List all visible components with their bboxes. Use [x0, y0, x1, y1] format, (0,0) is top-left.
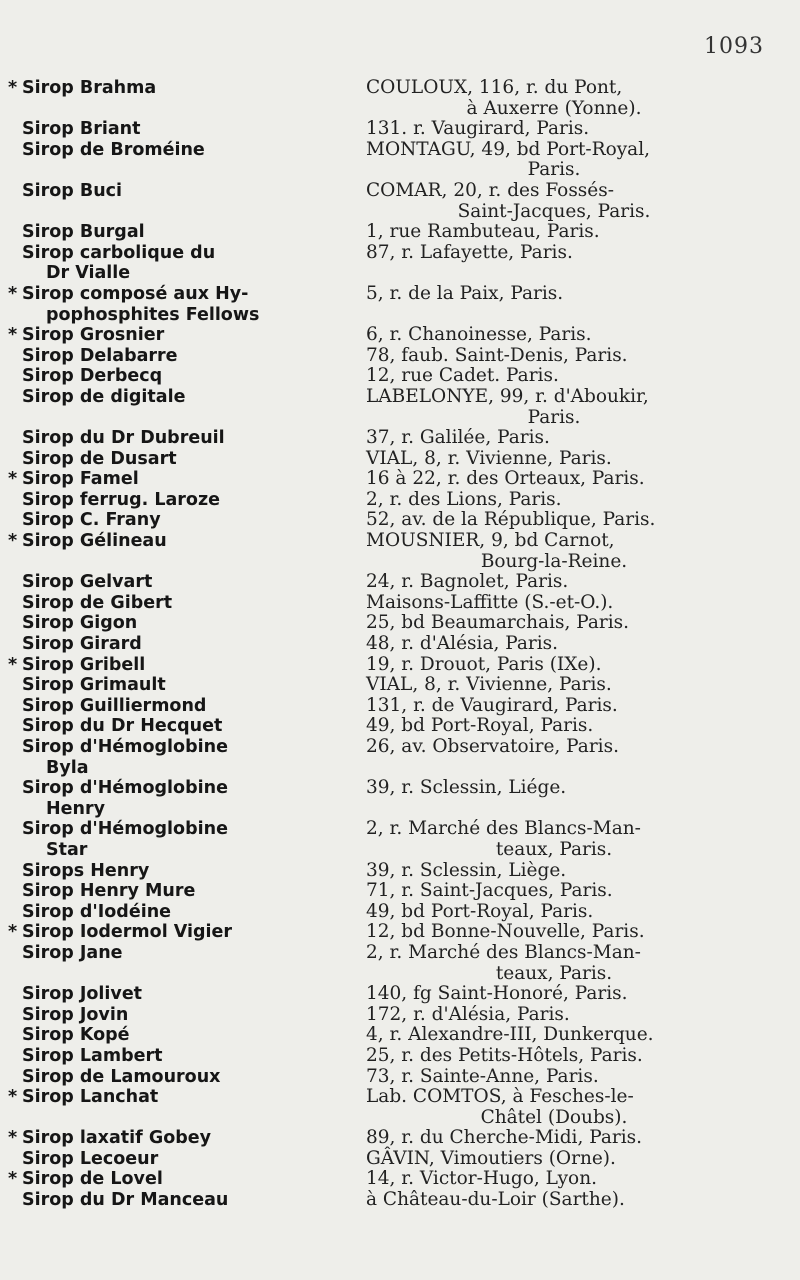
- product-name-line: Byla: [46, 757, 89, 778]
- product-name: [8, 510, 358, 531]
- product-name: [8, 572, 358, 593]
- product-name: [8, 1067, 358, 1088]
- address-line: 39, r. Sclessin, Liège.: [366, 859, 567, 881]
- directory-entry: [8, 346, 792, 367]
- address-line: 16 à 22, r. des Orteaux, Paris.: [366, 468, 645, 490]
- product-name-line: Sirop Henry Mure: [22, 881, 196, 902]
- directory-entry: [8, 490, 792, 511]
- manufacturer-address: [358, 531, 792, 572]
- manufacturer-address: [358, 737, 792, 778]
- address-line: Paris.: [527, 159, 581, 181]
- manufacturer-address: [358, 510, 792, 531]
- product-name: [8, 1149, 358, 1170]
- product-name: [8, 222, 358, 243]
- manufacturer-address: [358, 613, 792, 634]
- manufacturer-address: [358, 634, 792, 655]
- address-line: 24, r. Bagnolet, Paris.: [366, 571, 569, 593]
- manufacturer-address: [358, 675, 792, 696]
- directory-entry: [8, 78, 792, 119]
- manufacturer-address: [358, 449, 792, 470]
- manufacturer-address: [358, 593, 792, 614]
- directory-entry: [8, 1025, 792, 1046]
- manufacturer-address: [358, 325, 792, 346]
- address-line: Châtel (Doubs).: [480, 1106, 628, 1128]
- directory-entry: [8, 1067, 792, 1088]
- product-name: [8, 325, 358, 346]
- directory-entry: [8, 222, 792, 243]
- address-line: 71, r. Saint-Jacques, Paris.: [366, 880, 613, 902]
- product-name: [8, 1169, 358, 1190]
- product-name-line: Sirop Lanchat: [22, 1087, 159, 1108]
- product-name-line: Sirop C. Frany: [22, 510, 161, 531]
- address-line: COMAR, 20, r. des Fossés-: [366, 179, 614, 201]
- product-name: [8, 1190, 358, 1211]
- address-line: 25, r. des Petits-Hôtels, Paris.: [366, 1044, 643, 1066]
- address-line: Paris.: [527, 406, 581, 428]
- manufacturer-address: [358, 490, 792, 511]
- product-name-line: Sirop Gribell: [22, 654, 146, 675]
- product-name: [8, 593, 358, 614]
- page-number: 1093: [704, 34, 764, 59]
- product-name-line: Sirop Burgal: [22, 222, 145, 243]
- directory-entry: [8, 634, 792, 655]
- manufacturer-address: [358, 1025, 792, 1046]
- product-name-line: Sirop Guilliermond: [22, 695, 207, 716]
- directory-entry: [8, 1087, 792, 1128]
- manufacturer-address: [358, 1087, 792, 1128]
- address-line: Maisons-Laffitte (S.-et-O.).: [366, 591, 614, 613]
- manufacturer-address: [358, 346, 792, 367]
- product-name: [8, 387, 358, 428]
- manufacturer-address: [358, 1005, 792, 1026]
- product-name-line: Henry: [46, 798, 106, 819]
- manufacturer-address: [358, 428, 792, 449]
- manufacturer-address: [358, 943, 792, 984]
- manufacturer-address: [358, 696, 792, 717]
- product-name-line: Sirop Derbecq: [22, 366, 163, 387]
- directory-entry: [8, 325, 792, 346]
- address-line: 1, rue Rambuteau, Paris.: [366, 221, 600, 243]
- manufacturer-address: [358, 1046, 792, 1067]
- product-name-line: Sirop Brahma: [22, 78, 157, 98]
- manufacturer-address: [358, 469, 792, 490]
- product-name: [8, 902, 358, 923]
- directory-entry: [8, 469, 792, 490]
- product-name: [8, 737, 358, 778]
- product-name: [8, 1128, 358, 1149]
- address-line: 4, r. Alexandre-III, Dunkerque.: [366, 1024, 654, 1046]
- asterisk-marker: *: [8, 654, 18, 675]
- manufacturer-address: [358, 181, 792, 222]
- directory-entry: [8, 140, 792, 181]
- directory-entry: [8, 119, 792, 140]
- directory-entry: [8, 1190, 792, 1211]
- product-name-line: Sirop Famel: [22, 469, 139, 490]
- directory-entry: [8, 510, 792, 531]
- manufacturer-address: [358, 778, 792, 819]
- product-name: [8, 346, 358, 367]
- manufacturer-address: [358, 1128, 792, 1149]
- product-name: [8, 449, 358, 470]
- product-name: [8, 716, 358, 737]
- manufacturer-address: [358, 1169, 792, 1190]
- asterisk-marker: *: [8, 78, 18, 98]
- product-name-line: Sirop Briant: [22, 119, 141, 140]
- directory-entry: [8, 181, 792, 222]
- product-name: [8, 78, 358, 119]
- product-name: [8, 490, 358, 511]
- product-name: [8, 243, 358, 284]
- product-name: [8, 943, 358, 984]
- address-line: 19, r. Drouot, Paris (IXe).: [366, 653, 602, 675]
- address-line: 49, bd Port-Royal, Paris.: [366, 900, 594, 922]
- asterisk-marker: *: [8, 325, 18, 346]
- directory-list: [8, 78, 792, 1211]
- address-line: VIAL, 8, r. Vivienne, Paris.: [366, 447, 612, 469]
- product-name-line: Sirop Gelvart: [22, 572, 153, 593]
- manufacturer-address: [358, 922, 792, 943]
- product-name: [8, 1005, 358, 1026]
- directory-entry: [8, 531, 792, 572]
- product-name: [8, 881, 358, 902]
- manufacturer-address: [358, 861, 792, 882]
- product-name: [8, 1025, 358, 1046]
- address-line: 48, r. d'Alésia, Paris.: [366, 633, 559, 655]
- address-line: 26, av. Observatoire, Paris.: [366, 736, 619, 757]
- address-line: 2, r. Marché des Blancs-Man-: [366, 941, 641, 963]
- directory-entry: [8, 902, 792, 923]
- product-name-line: Sirop de Lovel: [22, 1169, 163, 1190]
- address-line: Saint-Jacques, Paris.: [457, 200, 651, 222]
- address-line: Lab. COMTOS, à Fesches-le-: [366, 1086, 634, 1108]
- directory-entry: [8, 572, 792, 593]
- product-name: [8, 861, 358, 882]
- product-name-line: Sirop Grimault: [22, 675, 166, 696]
- address-line: MONTAGU, 49, bd Port-Royal,: [366, 138, 650, 160]
- product-name-line: Sirop Gélineau: [22, 531, 167, 552]
- asterisk-marker: *: [8, 1128, 18, 1149]
- directory-entry: [8, 243, 792, 284]
- product-name: [8, 613, 358, 634]
- manufacturer-address: [358, 984, 792, 1005]
- product-name-line: Sirop de digitale: [22, 386, 186, 407]
- directory-entry: [8, 1128, 792, 1149]
- asterisk-marker: *: [8, 283, 18, 304]
- asterisk-marker: *: [8, 922, 18, 943]
- directory-entry: [8, 716, 792, 737]
- product-name-line: Sirop Lecoeur: [22, 1148, 159, 1169]
- product-name-line: Sirop Jovin: [22, 1004, 129, 1025]
- directory-entry: [8, 387, 792, 428]
- directory-entry: [8, 449, 792, 470]
- product-name: [8, 634, 358, 655]
- manufacturer-address: [358, 366, 792, 387]
- product-name: [8, 366, 358, 387]
- product-name-line: Sirop Iodermol Vigier: [22, 922, 233, 943]
- product-name-line: Sirop du Dr Hecquet: [22, 716, 223, 737]
- product-name-line: Sirop Buci: [22, 180, 123, 201]
- product-name: [8, 655, 358, 676]
- manufacturer-address: [358, 572, 792, 593]
- product-name: [8, 819, 358, 860]
- directory-entry: [8, 696, 792, 717]
- manufacturer-address: [358, 881, 792, 902]
- address-line: 78, faub. Saint-Denis, Paris.: [366, 344, 628, 366]
- address-line: 39, r. Sclessin, Liége.: [366, 777, 567, 799]
- directory-entry: [8, 1149, 792, 1170]
- product-name-line: Sirop d'Iodéine: [22, 901, 172, 922]
- product-name-line: Sirop de Lamouroux: [22, 1066, 221, 1087]
- address-line: MOUSNIER, 9, bd Carnot,: [366, 530, 615, 552]
- product-name-line: pophosphites Fellows: [46, 304, 260, 325]
- product-name-line: Sirop d'Hémoglobine: [22, 737, 228, 757]
- address-line: 12, bd Bonne-Nouvelle, Paris.: [366, 921, 645, 943]
- manufacturer-address: [358, 222, 792, 243]
- manufacturer-address: [358, 119, 792, 140]
- directory-entry: [8, 428, 792, 449]
- asterisk-marker: *: [8, 531, 18, 552]
- directory-entry: [8, 366, 792, 387]
- product-name-line: Sirop composé aux Hy-: [22, 283, 249, 304]
- product-name-line: Sirop ferrug. Laroze: [22, 489, 221, 510]
- address-line: 2, r. des Lions, Paris.: [366, 488, 562, 510]
- asterisk-marker: *: [8, 1169, 18, 1190]
- product-name: [8, 778, 358, 819]
- directory-entry: [8, 613, 792, 634]
- directory-entry: [8, 778, 792, 819]
- product-name: [8, 675, 358, 696]
- directory-entry: [8, 861, 792, 882]
- address-line: 140, fg Saint-Honoré, Paris.: [366, 983, 628, 1005]
- address-line: 52, av. de la République, Paris.: [366, 509, 656, 531]
- address-line: teaux, Paris.: [495, 962, 613, 984]
- directory-entry: [8, 593, 792, 614]
- address-line: à Château-du-Loir (Sarthe).: [366, 1189, 625, 1211]
- product-name-line: Sirop de Dusart: [22, 448, 177, 469]
- product-name-line: Sirop carbolique du: [22, 242, 216, 263]
- directory-entry: [8, 655, 792, 676]
- product-name-line: Sirop du Dr Manceau: [22, 1190, 229, 1211]
- product-name: [8, 984, 358, 1005]
- manufacturer-address: [358, 819, 792, 860]
- asterisk-marker: *: [8, 1087, 18, 1108]
- directory-entry: [8, 1046, 792, 1067]
- address-line: 25, bd Beaumarchais, Paris.: [366, 612, 630, 634]
- manufacturer-address: [358, 140, 792, 181]
- address-line: 131, r. de Vaugirard, Paris.: [366, 694, 618, 716]
- directory-entry: [8, 284, 792, 325]
- product-name: [8, 119, 358, 140]
- product-name-line: Sirop de Broméine: [22, 139, 205, 160]
- manufacturer-address: [358, 1190, 792, 1211]
- directory-entry: [8, 943, 792, 984]
- product-name-line: Sirop du Dr Dubreuil: [22, 428, 225, 449]
- address-line: 131. r. Vaugirard, Paris.: [366, 118, 590, 140]
- address-line: LABELONYE, 99, r. d'Aboukir,: [366, 385, 649, 407]
- product-name: [8, 1046, 358, 1067]
- directory-entry: [8, 1005, 792, 1026]
- address-line: 5, r. de la Paix, Paris.: [366, 282, 564, 304]
- product-name-line: Sirop Girard: [22, 634, 142, 655]
- product-name: [8, 140, 358, 181]
- address-line: VIAL, 8, r. Vivienne, Paris.: [366, 674, 612, 696]
- address-line: 87, r. Lafayette, Paris.: [366, 241, 573, 263]
- product-name-line: Sirop d'Hémoglobine: [22, 778, 228, 799]
- manufacturer-address: [358, 655, 792, 676]
- product-name: [8, 696, 358, 717]
- product-name-line: Sirop Jolivet: [22, 984, 143, 1005]
- asterisk-marker: *: [8, 469, 18, 490]
- address-line: 2, r. Marché des Blancs-Man-: [366, 818, 641, 840]
- address-line: 172, r. d'Alésia, Paris.: [366, 1003, 570, 1025]
- address-line: COULOUX, 116, r. du Pont,: [366, 77, 623, 98]
- manufacturer-address: [358, 243, 792, 284]
- address-line: Bourg-la-Reine.: [480, 550, 628, 572]
- address-line: 89, r. du Cherche-Midi, Paris.: [366, 1127, 643, 1149]
- address-line: 6, r. Chanoinesse, Paris.: [366, 324, 592, 346]
- product-name-line: Sirop laxatif Gobey: [22, 1128, 212, 1149]
- directory-entry: [8, 922, 792, 943]
- product-name: [8, 1087, 358, 1128]
- directory-entry: [8, 881, 792, 902]
- product-name-line: Sirop Gigon: [22, 613, 138, 634]
- product-name: [8, 531, 358, 572]
- directory-entry: [8, 1169, 792, 1190]
- directory-entry: [8, 675, 792, 696]
- address-line: 12, rue Cadet. Paris.: [366, 365, 559, 387]
- manufacturer-address: [358, 78, 792, 119]
- product-name-line: Sirop Lambert: [22, 1045, 163, 1066]
- product-name-line: Sirop d'Hémoglobine: [22, 819, 228, 840]
- address-line: GÂVIN, Vimoutiers (Orne).: [366, 1147, 616, 1169]
- product-name: [8, 922, 358, 943]
- product-name-line: Sirop Jane: [22, 942, 123, 963]
- manufacturer-address: [358, 716, 792, 737]
- product-name-line: Sirop de Gibert: [22, 592, 173, 613]
- product-name-line: Sirop Kopé: [22, 1025, 130, 1046]
- product-name: [8, 284, 358, 325]
- product-name-line: Star: [46, 839, 88, 860]
- manufacturer-address: [358, 387, 792, 428]
- address-line: 73, r. Sainte-Anne, Paris.: [366, 1065, 599, 1087]
- product-name: [8, 428, 358, 449]
- manufacturer-address: [358, 1149, 792, 1170]
- directory-entry: [8, 819, 792, 860]
- product-name-line: Sirop Delabarre: [22, 345, 178, 366]
- directory-entry: [8, 984, 792, 1005]
- product-name: [8, 469, 358, 490]
- product-name: [8, 181, 358, 222]
- address-line: 14, r. Victor-Hugo, Lyon.: [366, 1168, 597, 1190]
- directory-entry: [8, 737, 792, 778]
- manufacturer-address: [358, 284, 792, 325]
- product-name-line: Dr Vialle: [46, 263, 131, 284]
- manufacturer-address: [358, 1067, 792, 1088]
- address-line: à Auxerre (Yonne).: [466, 97, 642, 119]
- product-name-line: Sirops Henry: [22, 860, 150, 881]
- address-line: 37, r. Galilée, Paris.: [366, 427, 550, 449]
- manufacturer-address: [358, 902, 792, 923]
- address-line: teaux, Paris.: [495, 838, 613, 860]
- address-line: 49, bd Port-Royal, Paris.: [366, 715, 594, 737]
- product-name-line: Sirop Grosnier: [22, 325, 165, 346]
